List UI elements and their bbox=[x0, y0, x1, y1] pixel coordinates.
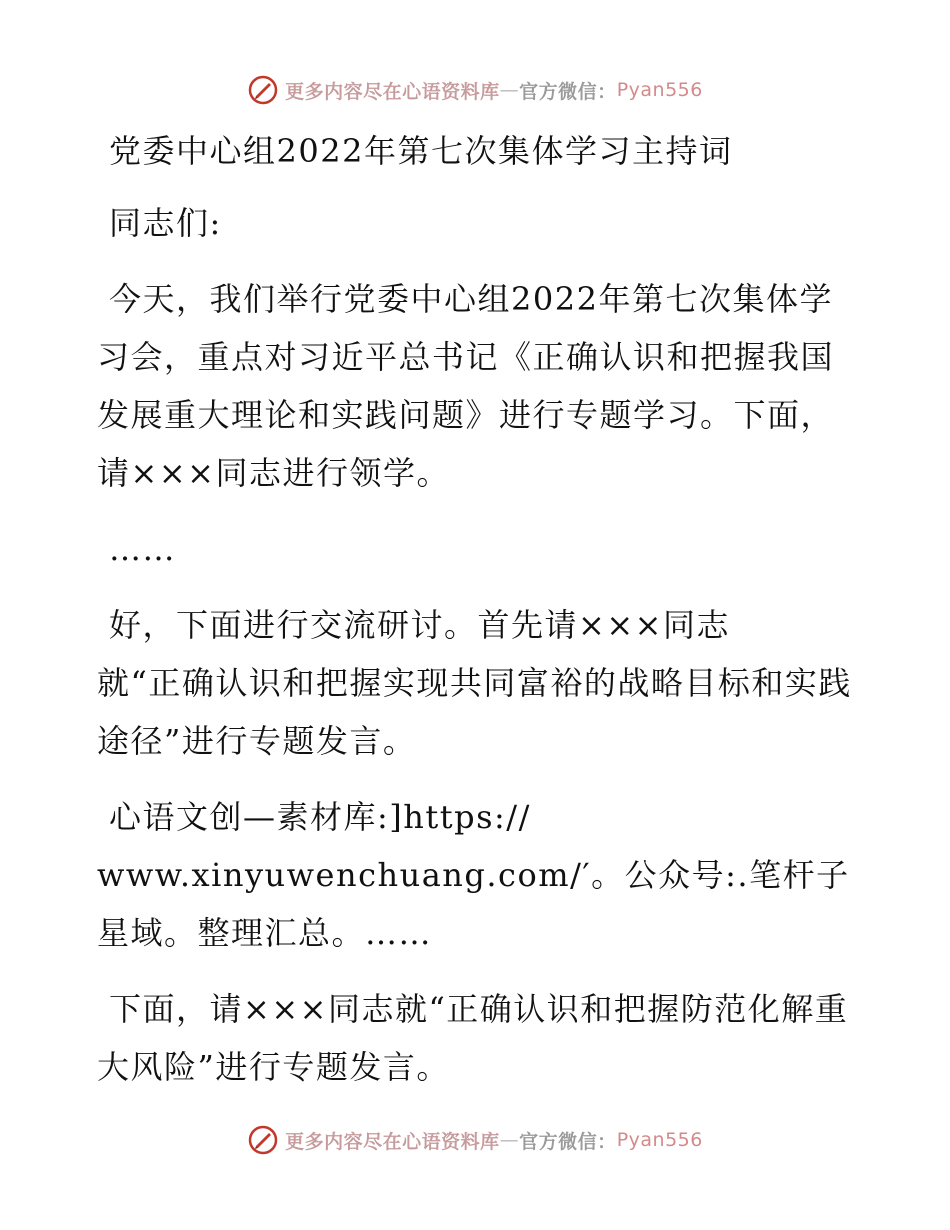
banner-separator: — bbox=[499, 79, 520, 101]
document-title: 党委中心组2022年第七次集体学习主持词 bbox=[109, 132, 733, 170]
document-greeting: 同志们: bbox=[109, 204, 222, 242]
banner-wechat-id: Pyan556 bbox=[616, 1129, 703, 1151]
pen-circle-logo-icon bbox=[247, 74, 279, 106]
paragraph-discussion: 好，下面进行交流研讨。首先请×××同志 就“正确认识和把握实现共同富裕的战略目标和实践途径”进行专题发言。 bbox=[97, 606, 852, 760]
banner-main-text: 更多内容尽在心语资料库 bbox=[285, 80, 500, 103]
paragraph-source-note: 心语文创—素材库:]https:// www.xinyuwenchuang.com/′。公众号:.笔杆子星域。整理汇总。…… bbox=[97, 798, 850, 952]
banner-wechat-label: 官方微信： bbox=[519, 1130, 617, 1153]
header-watermark-banner bbox=[0, 70, 950, 110]
banner-wechat-label: 官方微信： bbox=[519, 80, 617, 103]
banner-main-text: 更多内容尽在心语资料库 bbox=[285, 1130, 500, 1153]
paragraph-next-speaker: 下面，请×××同志就“正确认识和把握防范化解重大风险”进行专题发言。 bbox=[97, 990, 849, 1086]
banner-separator: — bbox=[499, 1129, 520, 1151]
footer-watermark-banner bbox=[0, 1120, 950, 1160]
paragraph-intro: 今天，我们举行党委中心组2022年第七次集体学习会，重点对习近平总书记《正确认识和把握我国发展重大理论和实践问题》进行专题学习。下面，请×××同志进行领学。 bbox=[97, 280, 835, 492]
pen-circle-logo-icon bbox=[247, 1124, 279, 1156]
document-body bbox=[97, 122, 857, 1114]
paragraph-ellipsis: …… bbox=[109, 530, 176, 568]
banner-wechat-id: Pyan556 bbox=[616, 79, 703, 101]
